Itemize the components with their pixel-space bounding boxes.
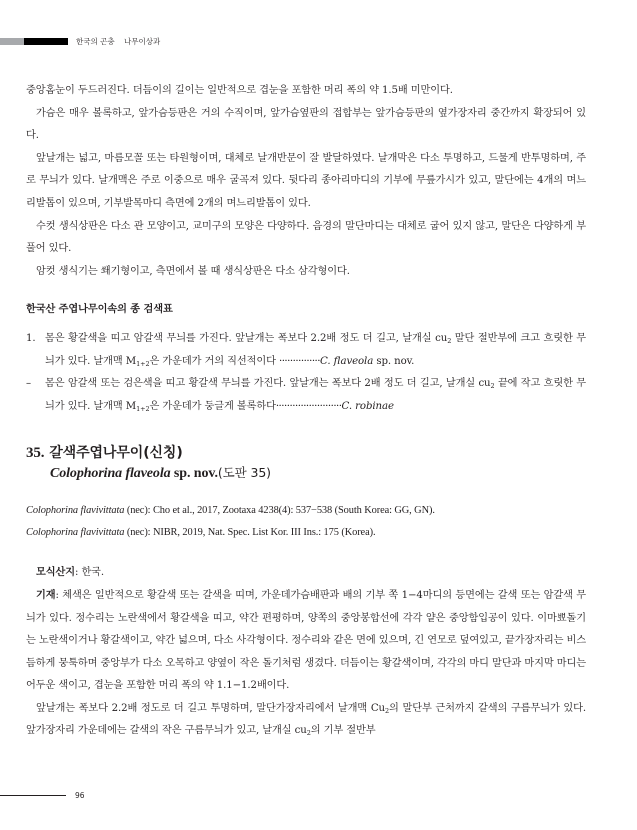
leader-dots: ···············	[278, 355, 321, 367]
key-marker: 1.	[26, 332, 36, 344]
chapter-title: 나무이상과	[124, 36, 161, 46]
leader-dots: ························	[275, 400, 342, 412]
header-gray-bar	[0, 38, 24, 45]
book-title: 한국의 곤충	[76, 36, 115, 46]
forewing-description: 앞날개는 폭보다 2.2배 정도로 더 길고 투명하며, 말단가장자리에서 날개맥 $Cu_2$의 말단부 근처까지 갈색의 구름무늬가 있다. 앞가장자리 가운데에는 갈색의 작은 구름무늬가 있고, 날개실 $cu_2$의 기부 절반부	[26, 702, 587, 738]
key-couplet-1: 1. 몸은 황갈색을 띠고 암갈색 무늬를 가진다. 앞날개는 폭보다 2.2배 정도 더 길고, 날개실 $cu_2$ 말단 절반부에 크고 흐릿한 무늬가 있다. 날개맥 $M_{1+2}$은 가운데가 거의 직선적이다 ···············C. flaveola sp. nov.	[26, 328, 586, 373]
synonym-entry: Colophorina flavivittata (nec): Cho et al., 2017, Zootaxa 4238(4): 537−538 (South Korea: GG, GN).	[26, 505, 435, 517]
species-status: sp. nov.	[173, 466, 218, 482]
paragraph: 가슴은 매우 볼록하고, 앞가슴등판은 거의 수직이며, 앞가슴옆판의 접합부는 앞가슴등판의 옆가장자리 중간까지 확장되어 있다.	[26, 107, 586, 142]
paragraph: 중앙홈눈이 두드러진다. 더듬이의 길이는 일반적으로 겹눈을 포함한 머리 폭의 약 1.5배 미만이다.	[26, 85, 453, 96]
key-couplet-2: – 몸은 암갈색 또는 검은색을 띠고 황갈색 무늬를 가진다. 앞날개는 폭보다 2배 정도 더 길고, 날개실 $cu_2$ 끝에 작고 흐릿한 무늬가 있다. 날개맥 $M_{1+2}$은 가운데가 둥글게 볼록하다························C. robinae	[26, 373, 586, 418]
running-header	[0, 36, 300, 46]
synonym-entry: Colophorina flavivittata (nec): NIBR, 2019, Nat. Spec. List Kor. III Ins.: 175 (Korea).	[26, 527, 376, 539]
species-name: C. flaveola	[320, 355, 374, 367]
species-heading	[26, 443, 586, 484]
footer-rule	[0, 795, 66, 796]
key-title: 한국산 주엽나무이속의 종 검색표	[26, 304, 173, 316]
paragraph: 수컷 생식상판은 다소 관 모양이고, 교미구의 모양은 다양하다. 음경의 말단마디는 대체로 굽어 있지 않고, 말단은 다양하게 부풀어 있다.	[26, 220, 586, 255]
type-locality: 모식산지: 한국.	[36, 567, 105, 579]
header-black-bar	[24, 38, 68, 45]
page-footer	[0, 791, 85, 800]
plate-reference: (도판 35)	[217, 465, 271, 481]
description: 기재: 체색은 일반적으로 황갈색 또는 갈색을 띠며, 가운데가슴배판과 배의 기부 쪽 1−4마디의 등면에는 갈색 또는 암갈색 무늬가 있다. 정수리는 노란색에서 황갈색을 띠고, 약간 편평하며, 양쪽의 중앙봉합선에 각각 얕은 중앙함입공이 있다. 이마뾰돌기는 노란색이거나 황갈색이고, 약간 넓으며, 다소 사각형이다. 정수리와 같은 면에 있으며, 긴 연모로 덮여있고, 끝가장자리는 비스듬하게 뭉툭하며 중앙부가 다소 오목하고 양옆이 작은 돌기처럼 생겼다. 더듬이는 황갈색이며, 각각의 마디 말단과 마지막 마디는 어두운 색이고, 겹눈을 포함한 머리 폭의 약 1.1−1.2배이다.	[26, 589, 586, 692]
paragraph: 앞날개는 넓고, 마름모꼴 또는 타원형이며, 대체로 날개반문이 잘 발달하였다. 날개막은 다소 투명하고, 드물게 반투명하며, 주로 무늬가 있다. 날개맥은 주로 이중으로 매우 굴곡져 있다. 뒷다리 종아리마디의 기부에 무릎가시가 있고, 말단에는 4개의 며느리발톱이 있으며, 기부발목마디 측면에 2개의 며느리발톱이 있다.	[26, 152, 586, 209]
page-content	[26, 80, 586, 743]
paragraph: 암컷 생식기는 쐐기형이고, 측면에서 볼 때 생식상판은 다소 삼각형이다.	[36, 265, 350, 277]
species-korean-name: 갈색주엽나무이(신칭)	[49, 445, 183, 462]
species-description	[26, 562, 586, 743]
species-scientific-name: Colophorina flaveola	[50, 466, 171, 482]
species-number: 35.	[26, 445, 45, 462]
header-title	[76, 36, 160, 47]
key-marker: –	[26, 378, 31, 390]
species-name: C. robinae	[341, 400, 394, 412]
synonymy-list	[26, 500, 586, 544]
page-number: 96	[75, 791, 85, 800]
